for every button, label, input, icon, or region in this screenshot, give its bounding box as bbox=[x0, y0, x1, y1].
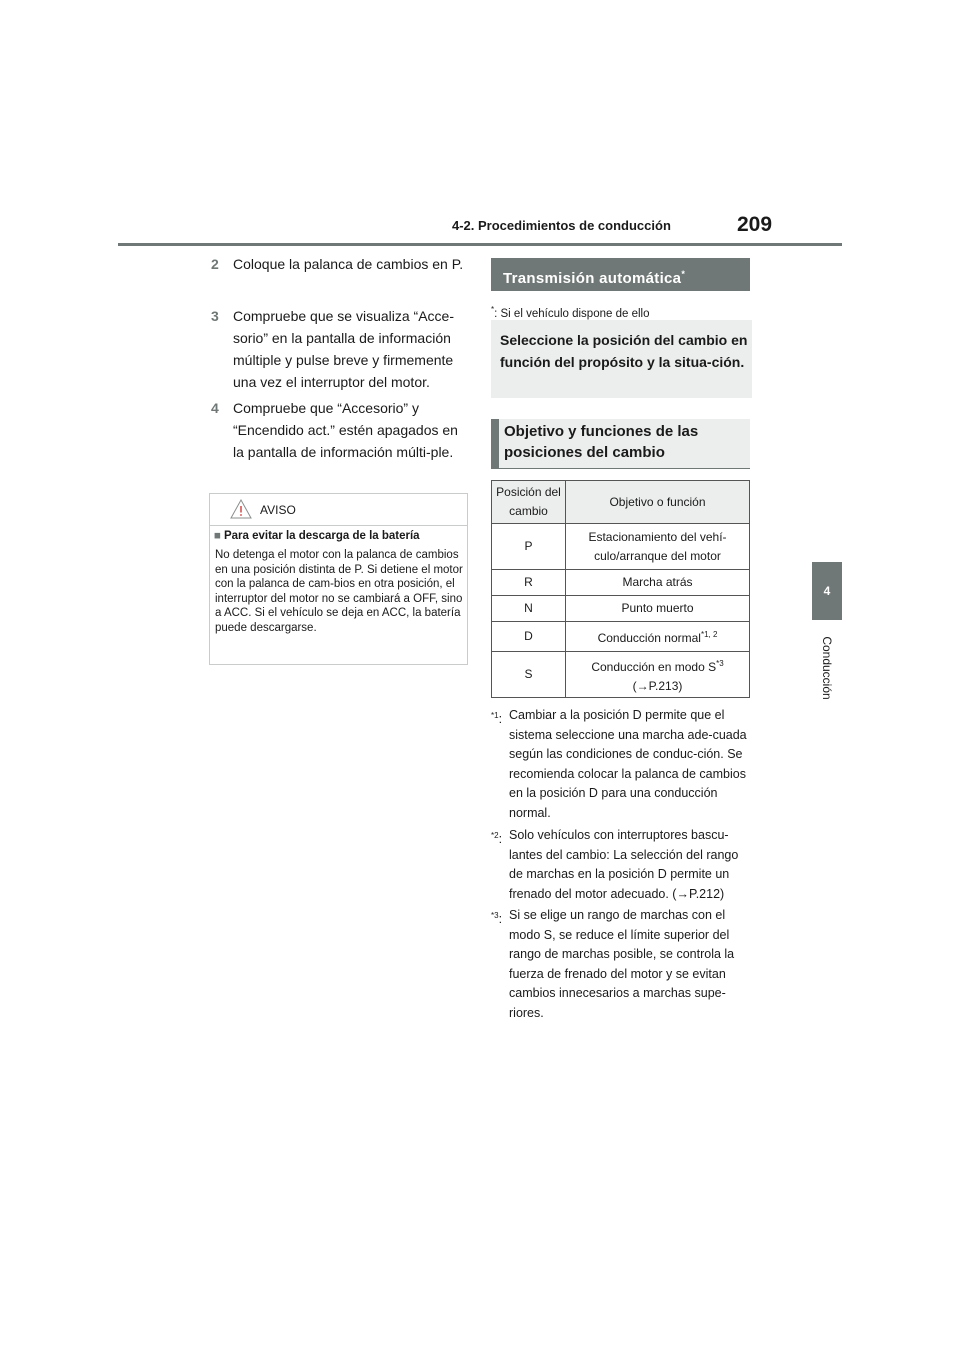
position-cell: R bbox=[492, 570, 566, 596]
position-cell: P bbox=[492, 524, 566, 570]
table-row bbox=[492, 524, 750, 570]
footnote-marker: $^{*1}$: bbox=[491, 711, 503, 726]
chapter-tab bbox=[812, 562, 842, 620]
function-cell: Estacionamiento del vehí-culo/arranque del motor bbox=[566, 524, 750, 570]
position-cell: S bbox=[492, 652, 566, 698]
position-cell: N bbox=[492, 596, 566, 622]
page-reference-link[interactable]: (→P.213) bbox=[632, 678, 683, 693]
warning-title bbox=[214, 530, 420, 542]
table-row bbox=[492, 652, 750, 698]
footnote-ref: *3 bbox=[716, 658, 724, 668]
function-cell bbox=[566, 652, 750, 698]
warning-triangle-icon bbox=[230, 499, 252, 519]
availability-note bbox=[491, 305, 649, 320]
step-item bbox=[211, 253, 471, 275]
column-header: Posición del cambio bbox=[492, 481, 566, 524]
main-heading-text: Transmisión automática bbox=[503, 270, 682, 287]
footnote-item bbox=[491, 706, 751, 823]
footnote-item bbox=[491, 906, 751, 1023]
footnote-mark: *2 bbox=[491, 831, 499, 840]
footnote-text: Si se elige un rango de marchas con el modo S, se reduce el límite superior del rango de marchas posible, se controla la fuerza de frenado del motor y se evitan cambios innecesarios a marchas supe-riores. bbox=[509, 908, 735, 1020]
availability-text: : Si el vehículo dispone de ello bbox=[494, 307, 650, 320]
table-row bbox=[492, 596, 750, 622]
column-header: Objetivo o función bbox=[566, 481, 750, 524]
step-text: Compruebe que se visualiza “Acce-sorio” en la pantalla de información múltiple y pulse breve y firmemente una vez el interruptor del motor. bbox=[233, 308, 454, 390]
section-title: 4-2. Procedimientos de conducción bbox=[452, 218, 671, 233]
shift-position-table bbox=[491, 480, 750, 698]
function-text: Conducción en modo S bbox=[591, 659, 717, 674]
footnote-text: Cambiar a la posición D permite que el sistema seleccione una marcha ade-cuada según las condiciones de conduc-ción. Se recomienda colocar la palanca de cambios en la posición D para una conducción normal. bbox=[509, 708, 747, 820]
function-cell: Marcha atrás bbox=[566, 570, 750, 596]
footnote-marker: $^{*2}$: bbox=[491, 831, 503, 846]
function-cell bbox=[566, 622, 750, 652]
footnote-text: Solo vehículos con interruptores bascu-lantes del cambio: La selección del rango de marchas en la posición D permite un frenado del motor adecuado. (→P.212) bbox=[509, 828, 739, 901]
step-number: 2 bbox=[211, 256, 219, 272]
table-row bbox=[492, 570, 750, 596]
step-text: Compruebe que “Accesorio” y “Encendido act.” estén apagados en la pantalla de información múlti-ple. bbox=[233, 400, 458, 460]
main-heading-mark: * bbox=[681, 269, 686, 279]
main-heading bbox=[491, 258, 750, 291]
warning-label: AVISO bbox=[260, 503, 296, 517]
square-bullet-icon: ■ bbox=[214, 530, 221, 542]
chapter-label-text: Conducción bbox=[820, 636, 834, 700]
intro-box: Seleccione la posición del cambio en función del propósito y la situa-ción. bbox=[491, 320, 752, 398]
footnote-mark: *3 bbox=[491, 911, 499, 920]
function-cell: Punto muerto bbox=[566, 596, 750, 622]
footnote-marker: $^{*3}$: bbox=[491, 911, 503, 926]
table-row bbox=[492, 622, 750, 652]
warning-box bbox=[209, 493, 468, 665]
table-header-row bbox=[492, 481, 750, 524]
step-item bbox=[211, 305, 471, 393]
footnote-ref: *1, 2 bbox=[700, 630, 718, 639]
step-number: 4 bbox=[211, 400, 219, 416]
warning-body: No detenga el motor con la palanca de cambios en una posición distinta de P. Si detiene el motor con la palanca de cam-bios en otra posición, el interruptor del motor no se cambiará a OFF, sino a ACC. Si el vehículo se deja en ACC, la batería puede descargarse. bbox=[215, 549, 463, 634]
step-text: Coloque la palanca de cambios en P. bbox=[233, 256, 464, 272]
availability-mark: * bbox=[491, 305, 495, 314]
chapter-number: 4 bbox=[823, 584, 831, 598]
step-item bbox=[211, 397, 471, 463]
warning-header bbox=[210, 494, 467, 526]
position-cell: D bbox=[492, 622, 566, 652]
footnote-item bbox=[491, 826, 751, 904]
chapter-label bbox=[812, 628, 842, 708]
page-number: 209 bbox=[737, 213, 773, 236]
step-number: 3 bbox=[211, 308, 219, 324]
header-divider bbox=[118, 243, 842, 246]
sub-heading: Objetivo y funciones de las posiciones del cambio bbox=[491, 419, 750, 469]
footnote-mark: *1 bbox=[491, 711, 499, 720]
warning-title-text: Para evitar la descarga de la batería bbox=[223, 530, 420, 542]
function-text: Conducción normal bbox=[597, 631, 701, 645]
